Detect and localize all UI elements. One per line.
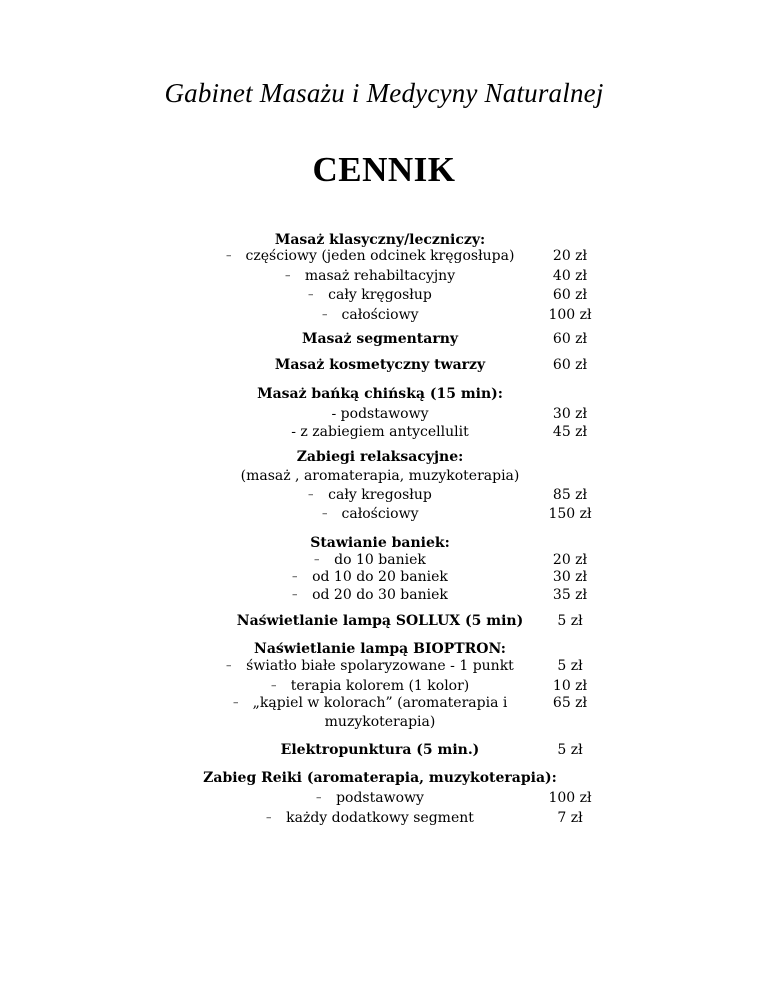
price-row: [0, 329, 768, 349]
bullet-dash: –: [233, 696, 239, 709]
price-value: [490, 808, 610, 828]
price-value: [490, 422, 610, 442]
service-item-label: całościowy: [341, 307, 419, 323]
section-heading: Zabiegi relaksacyjne:: [296, 449, 464, 465]
price-row: [0, 422, 768, 442]
price-amount: 5 zł: [557, 658, 583, 674]
bullet-dash: –: [308, 288, 314, 301]
price-row: [0, 712, 768, 732]
price-row: [0, 693, 768, 713]
service-item-label: cały kregosłup: [328, 487, 432, 503]
price-row: [0, 504, 768, 524]
service-item-label: muzykoterapia): [324, 714, 436, 730]
price-row: [0, 266, 768, 286]
price-amount: 100 zł: [548, 790, 592, 806]
price-value: [490, 504, 610, 524]
section-heading: Naświetlanie lampą BIOPTRON:: [254, 641, 506, 657]
price-value: [490, 656, 610, 676]
price-amount: 150 zł: [548, 506, 592, 522]
service-item-label: każdy dodatkowy segment: [286, 810, 474, 826]
price-amount: 5 zł: [557, 742, 583, 758]
price-value: [490, 305, 610, 325]
price-amount: 60 zł: [552, 331, 588, 347]
price-amount: 30 zł: [552, 569, 588, 585]
page-title: CENNIK: [312, 150, 456, 189]
price-amount: 60 zł: [552, 287, 588, 303]
price-value: [490, 355, 610, 375]
bullet-dash: –: [308, 488, 314, 501]
price-row: [0, 656, 768, 676]
price-row: [0, 384, 768, 404]
bullet-dash: –: [292, 570, 298, 583]
bullet-dash: –: [316, 791, 322, 804]
price-row: [0, 246, 768, 266]
price-row: [0, 788, 768, 808]
section-heading: Masaż bańką chińską (15 min):: [257, 386, 503, 402]
service-item-label: całościowy: [341, 506, 419, 522]
bullet-dash: –: [271, 679, 277, 692]
price-amount: 7 zł: [557, 810, 583, 826]
service-item-label: światło białe spolaryzowane - 1 punkt: [246, 658, 514, 674]
price-row: [0, 808, 768, 828]
bullet-dash: –: [322, 308, 328, 321]
service-item-label: „kąpiel w kolorach” (aromaterapia i: [252, 695, 508, 711]
section-heading: Naświetlanie lampą SOLLUX (5 min): [236, 613, 524, 629]
section-heading: Masaż klasyczny/leczniczy:: [274, 232, 486, 248]
bullet-dash: –: [226, 659, 232, 672]
price-value: [490, 266, 610, 286]
bullet-dash: –: [314, 553, 320, 566]
price-value: [490, 693, 610, 713]
price-row: [0, 485, 768, 505]
service-item-label: terapia kolorem (1 kolor): [290, 678, 470, 694]
service-item-label: - z zabiegiem antycellulit: [291, 424, 469, 440]
price-row: [0, 740, 768, 760]
price-value: [490, 329, 610, 349]
service-item-label: masaż rehabiltacyjny: [304, 268, 456, 284]
service-item-label: od 10 do 20 baniek: [312, 569, 448, 585]
price-row: [0, 567, 768, 587]
price-amount: 35 zł: [552, 587, 588, 603]
section-heading: Masaż segmentarny: [301, 331, 459, 347]
price-value: [490, 404, 610, 424]
price-amount: 65 zł: [552, 695, 588, 711]
service-item-label: (masaż , aromaterapia, muzykoterapia): [240, 468, 520, 484]
price-value: [490, 585, 610, 605]
price-value: [490, 788, 610, 808]
price-value: [490, 285, 610, 305]
section-heading: Stawianie baniek:: [310, 535, 450, 551]
price-amount: 60 zł: [552, 357, 588, 373]
price-amount: 100 zł: [548, 307, 592, 323]
price-row: [0, 355, 768, 375]
price-amount: 30 zł: [552, 406, 588, 422]
price-amount: 20 zł: [552, 248, 588, 264]
service-item-label: od 20 do 30 baniek: [312, 587, 448, 603]
service-item-label: do 10 baniek: [334, 552, 426, 568]
service-item-label: cały kręgosłup: [328, 287, 432, 303]
bullet-dash: –: [322, 507, 328, 520]
bullet-dash: –: [266, 811, 272, 824]
price-amount: 5 zł: [557, 613, 583, 629]
price-amount: 10 zł: [552, 678, 588, 694]
price-row: [0, 285, 768, 305]
bullet-dash: –: [285, 269, 291, 282]
service-item-label: podstawowy: [336, 790, 424, 806]
service-item-label: częściowy (jeden odcinek kręgosłupa): [245, 248, 515, 264]
price-row: [0, 305, 768, 325]
price-row: [0, 611, 768, 631]
price-value: [490, 246, 610, 266]
price-row: [0, 404, 768, 424]
service-item-label: - podstawowy: [331, 406, 429, 422]
price-amount: 85 zł: [552, 487, 588, 503]
section-heading: Masaż kosmetyczny twarzy: [274, 357, 486, 373]
bullet-dash: –: [292, 588, 298, 601]
price-row: [0, 585, 768, 605]
price-row: [0, 466, 768, 486]
clinic-name-header: Gabinet Masażu i Medycyny Naturalnej: [164, 78, 604, 108]
price-amount: 40 zł: [552, 268, 588, 284]
section-heading: Elektropunktura (5 min.): [280, 742, 480, 758]
bullet-dash: –: [226, 249, 232, 262]
price-value: [490, 740, 610, 760]
price-value: [490, 611, 610, 631]
price-value: [490, 485, 610, 505]
section-heading: Zabieg Reiki (aromaterapia, muzykoterapia):: [203, 770, 557, 786]
price-amount: 20 zł: [552, 552, 588, 568]
price-value: [490, 567, 610, 587]
price-row: [0, 447, 768, 467]
price-row: [0, 768, 768, 788]
price-amount: 45 zł: [552, 424, 588, 440]
